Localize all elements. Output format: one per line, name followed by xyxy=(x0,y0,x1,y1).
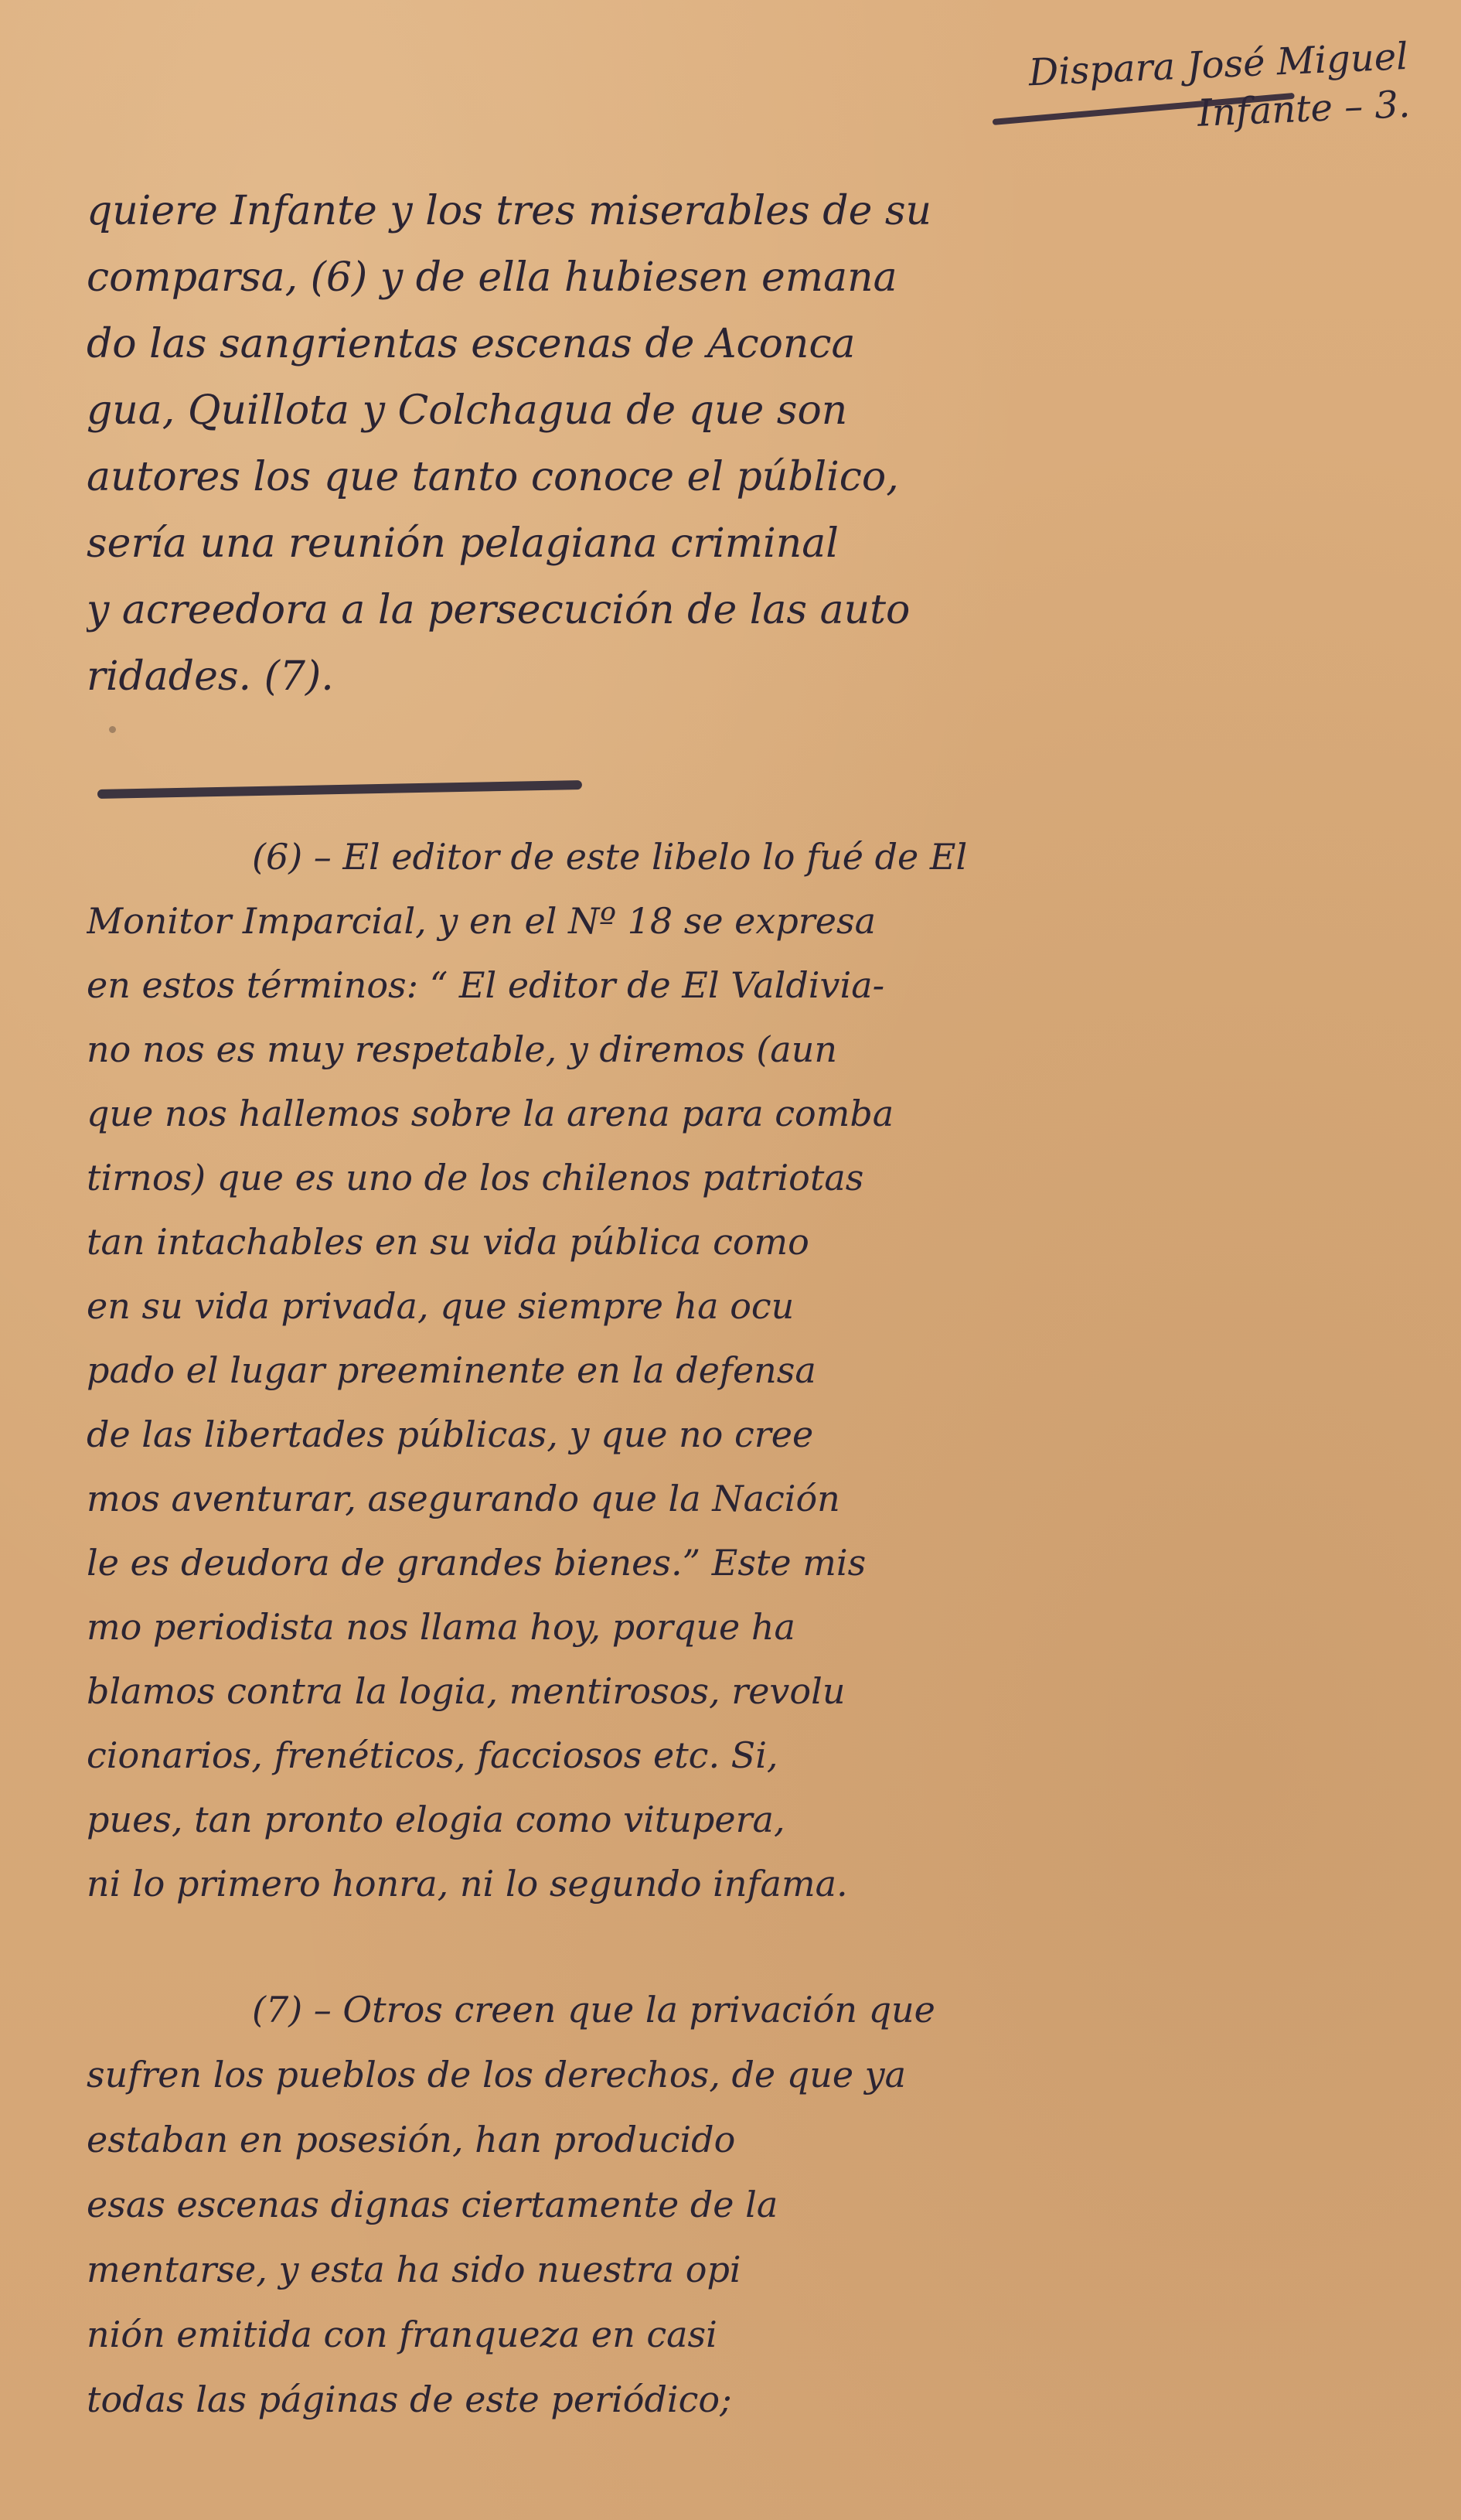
footnote-line: nión emitida con franqueza en casi xyxy=(87,2314,717,2355)
footnote-line: tirnos) que es uno de los chilenos patriotas xyxy=(87,1157,864,1199)
footnote-line: mo periodista nos llama hoy, porque ha xyxy=(87,1606,795,1648)
footnote-line: que nos hallemos sobre la arena para comba xyxy=(87,1093,894,1134)
footnote-line: todas las páginas de este periódico; xyxy=(87,2378,732,2420)
footnote-line: sufren los pueblos de los derechos, de que ya xyxy=(87,2054,907,2095)
footnote-line: estaban en posesión, han producido xyxy=(87,2119,736,2160)
footnote-line: blamos contra la logia, mentirosos, revolu xyxy=(87,1670,846,1712)
text-line: do las sangrientas escenas de Aconca xyxy=(87,321,856,367)
text-line: sería una reunión pelagiana criminal xyxy=(87,520,839,567)
footnote-line: mentarse, y esta ha sido nuestra opi xyxy=(87,2249,741,2290)
footnote-line: ni lo primero honra, ni lo segundo infama. xyxy=(87,1863,848,1904)
text-line: quiere Infante y los tres miserables de su xyxy=(87,188,932,234)
footnote-7 xyxy=(87,1977,1428,2432)
page-header-note xyxy=(913,32,1412,150)
text-line: ridades. (7). xyxy=(87,653,334,700)
text-line: y acreedora a la persecución de las auto xyxy=(87,587,911,633)
footnote-line: en su vida privada, que siempre ha ocu xyxy=(87,1285,795,1327)
footnote-line: pues, tan pronto elogia como vitupera, xyxy=(87,1799,785,1840)
main-text-block xyxy=(87,178,1428,710)
footnote-line: mos aventurar, asegurando que la Nación xyxy=(87,1478,840,1519)
text-line: comparsa, (6) y de ella hubiesen emana xyxy=(87,254,897,301)
ink-spot xyxy=(109,726,116,733)
footnote-line: cionarios, frenéticos, facciosos etc. Si, xyxy=(87,1734,778,1776)
text-line: autores los que tanto conoce el público, xyxy=(87,454,899,500)
footnote-line: en estos términos: “ El editor de El Valdivia- xyxy=(87,964,885,1006)
footnote-line: esas escenas dignas ciertamente de la xyxy=(87,2184,778,2225)
footnote-line: pado el lugar preeminente en la defensa xyxy=(87,1349,816,1391)
footnote-6 xyxy=(87,825,1428,1916)
footnote-line: de las libertades públicas, y que no cree xyxy=(87,1413,814,1455)
header-line: Dispara José Miguel xyxy=(1027,34,1409,95)
footnote-line: no nos es muy respetable, y diremos (aun xyxy=(87,1028,837,1070)
footnote-line: tan intachables en su vida pública como xyxy=(87,1221,809,1263)
footnote-line: Monitor Imparcial, y en el Nº 18 se expresa xyxy=(87,900,877,942)
footnote-line: (7) – Otros creen que la privación que xyxy=(252,1989,935,2031)
footnote-line: le es deudora de grandes bienes.” Este mis xyxy=(87,1542,867,1584)
text-line: gua, Quillota y Colchagua de que son xyxy=(87,387,848,434)
section-divider xyxy=(97,780,582,799)
footnote-line: (6) – El editor de este libelo lo fué de El xyxy=(252,836,968,878)
header-line: Infante – 3. xyxy=(1196,82,1412,135)
